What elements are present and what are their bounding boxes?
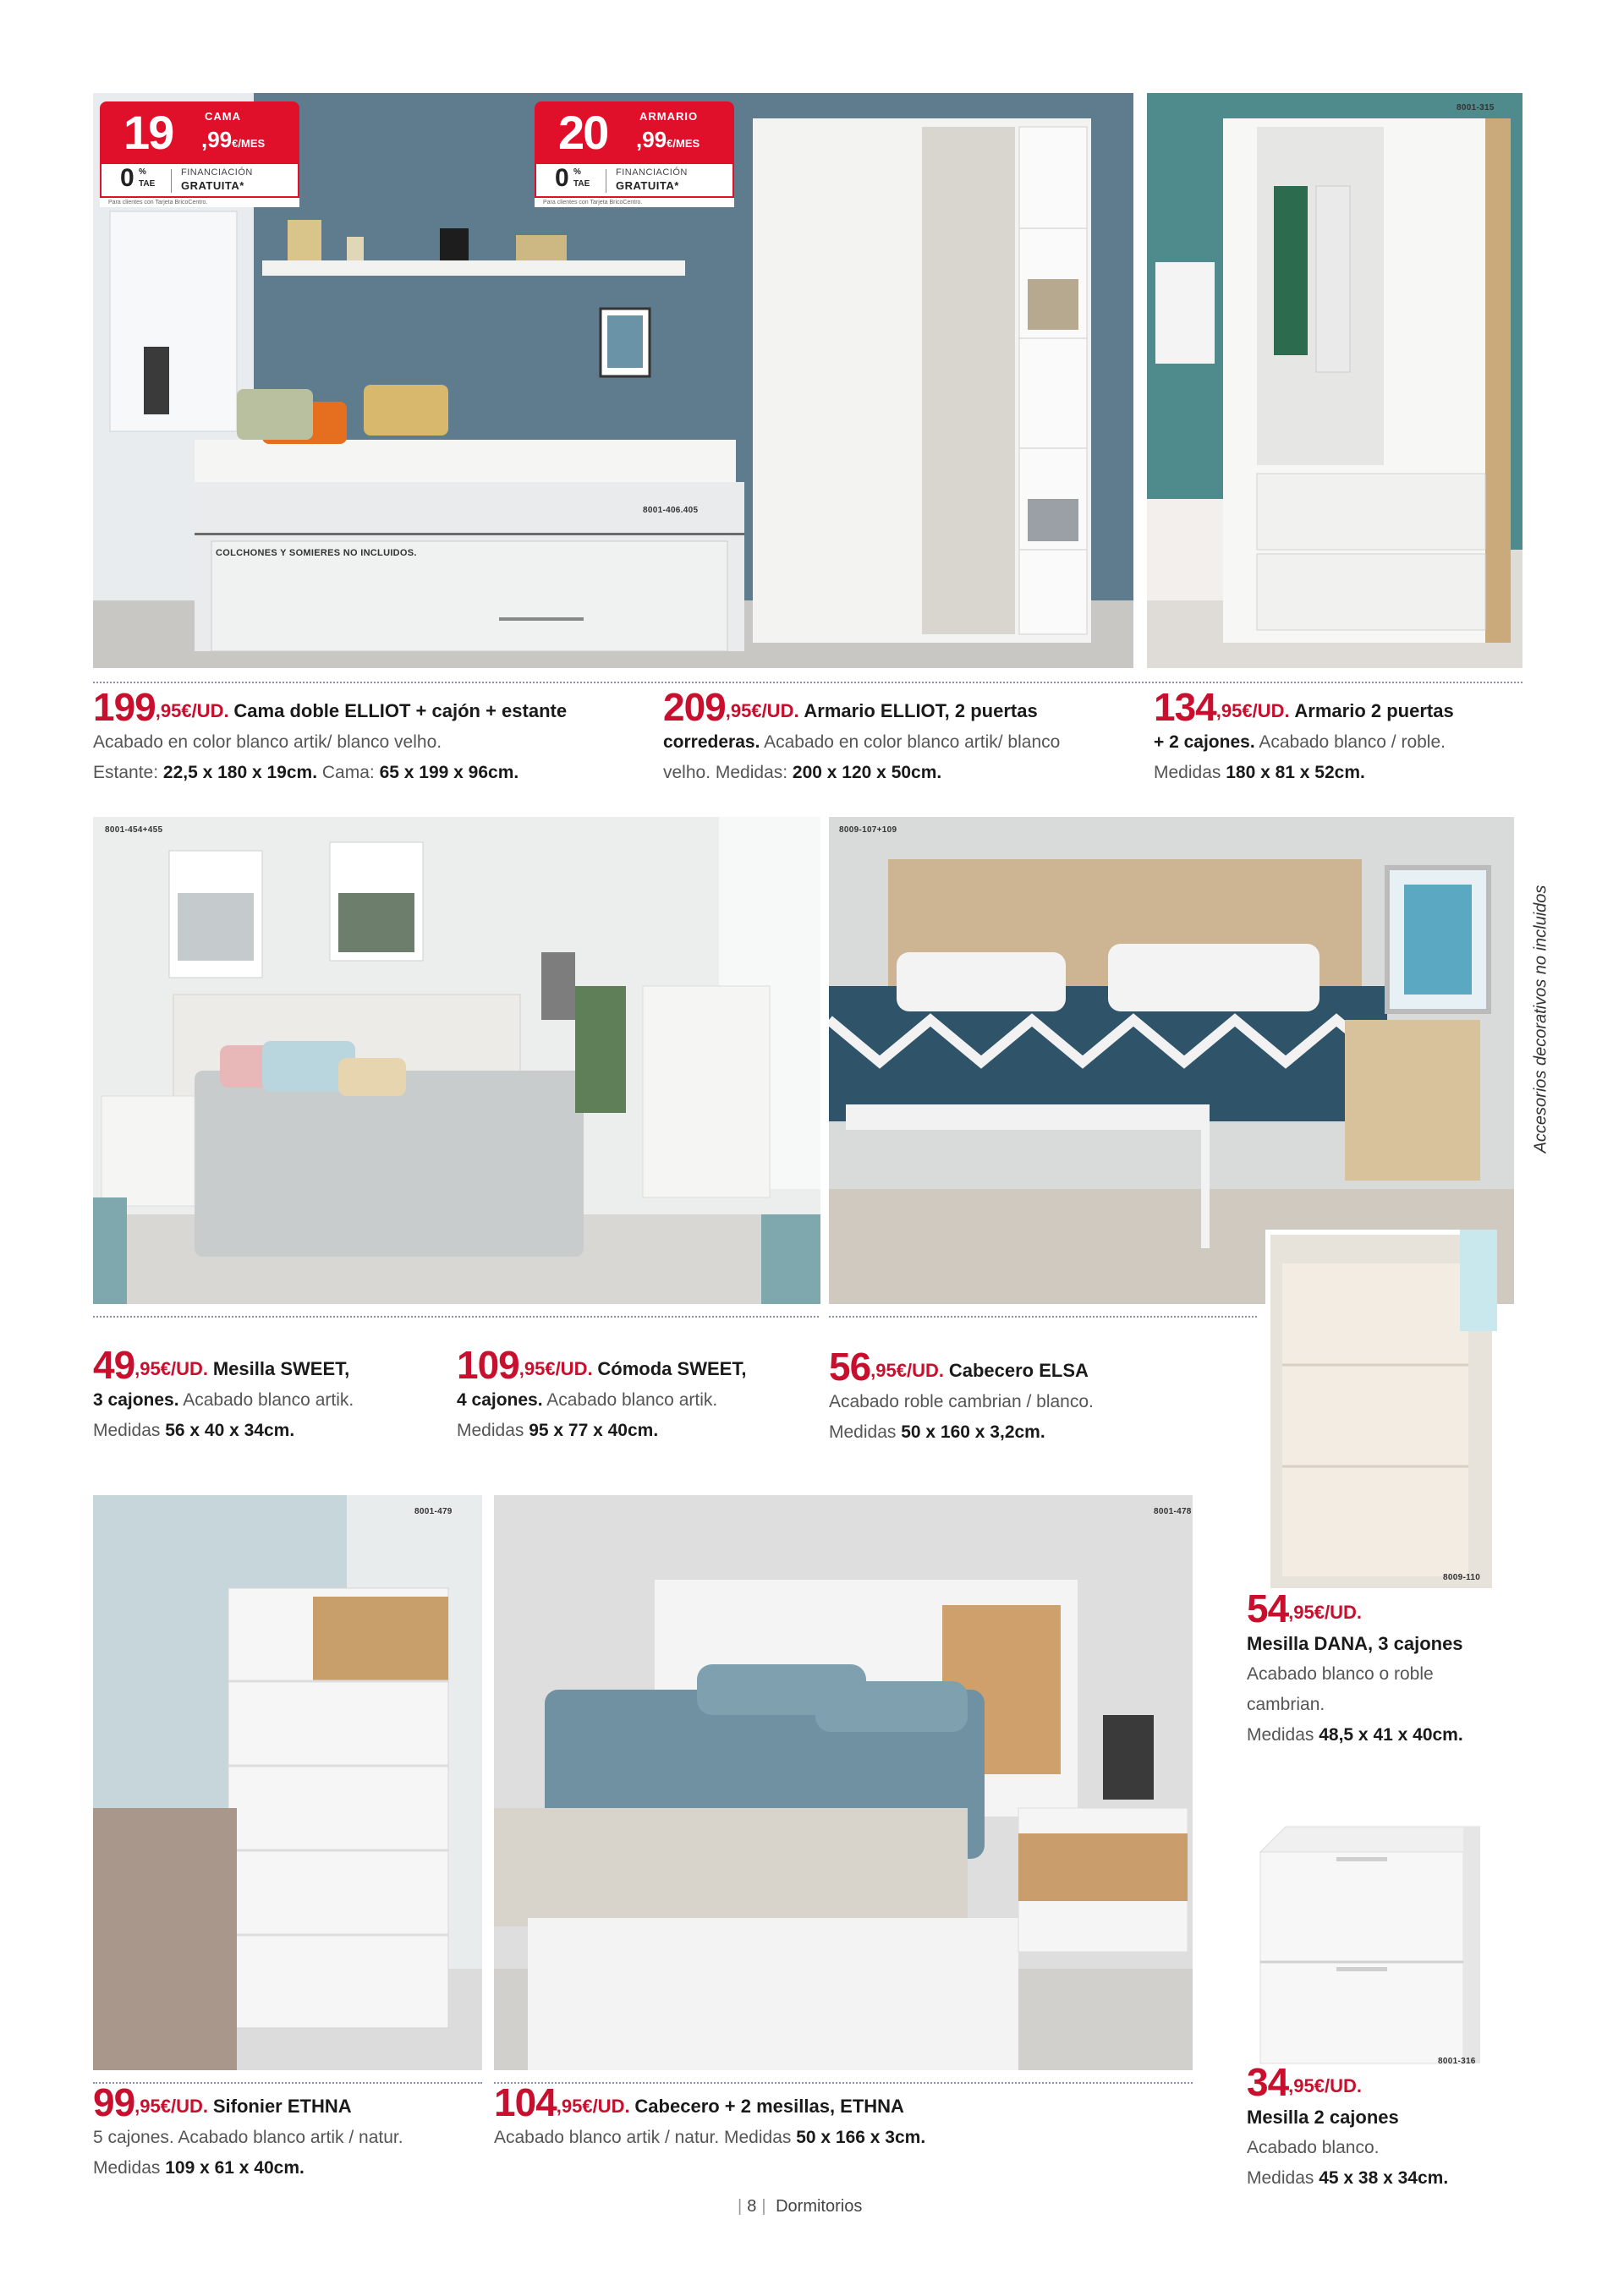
product-finish: Acabado blanco artik / natur. Medidas 50 x 166 x 3cm. (494, 2128, 926, 2147)
badge-kind: ARMARIO (639, 110, 699, 123)
product-measures: Medidas 50 x 160 x 3,2cm. (829, 1422, 1045, 1442)
product-cabecero-ethna (494, 2080, 1204, 2153)
code-ethna: 8001-478 (1154, 1507, 1192, 1516)
code-elliot-bed: 8001-406.405 (643, 506, 699, 515)
badge-kind: CAMA (205, 110, 241, 123)
badge-tae: TAE (573, 179, 590, 189)
product-finish: Acabado roble cambrian / blanco. (829, 1392, 1094, 1411)
sweet-bedroom-illustration (93, 817, 820, 1304)
badge-cents: ,99€/MES (201, 127, 266, 152)
armario-2p-illustration (1147, 93, 1522, 668)
photo-cabecero-ethna (494, 1495, 1193, 2070)
code-elsa: 8009-107+109 (839, 825, 897, 835)
price: 99 (93, 2080, 135, 2124)
page-number: 8 (747, 2197, 757, 2216)
product-measures: Medidas 109 x 61 x 40cm. (93, 2158, 304, 2178)
product-finish: Acabado en color blanco artik/ blanco velho. (93, 732, 442, 752)
page-footer: | 8 | Dormitorios (738, 2197, 863, 2216)
price-cents: ,95€/UD. (134, 2096, 208, 2117)
product-armario-2p (1154, 685, 1526, 788)
badge-financing: FINANCIACIÓN (181, 167, 253, 178)
product-name: Armario ELLIOT, 2 puertas (804, 700, 1038, 721)
separator (93, 682, 1522, 683)
product-sifonier-ethna (93, 2080, 499, 2184)
product-measures: Medidas 48,5 x 41 x 40cm. (1247, 1725, 1463, 1745)
price: 54 (1247, 1586, 1289, 1630)
product-finish: 4 cajones. Acabado blanco artik. (457, 1390, 718, 1410)
photo-sweet-bedroom (93, 817, 820, 1304)
product-measures: velho. Medidas: 200 x 120 x 50cm. (663, 763, 942, 782)
badge-zero: 0 (555, 164, 569, 192)
product-name: Cabecero + 2 mesillas, ETHNA (634, 2096, 904, 2117)
product-measures: Medidas 95 x 77 x 40cm. (457, 1421, 659, 1440)
product-finish: correderas. Acabado en color blanco artik/ blanco (663, 732, 1061, 752)
finance-badge-armario (535, 101, 734, 216)
badge-divider (171, 169, 172, 193)
badge-value: 19 (123, 106, 173, 159)
price-cents: ,95€/UD. (1288, 2075, 1362, 2096)
badge-tae: TAE (139, 179, 156, 189)
separator (829, 1316, 1257, 1318)
code-sweet: 8001-454+455 (105, 825, 163, 835)
badge-zero: 0 (120, 164, 134, 192)
product-name: Armario 2 puertas (1294, 700, 1454, 721)
product-finish-2: cambrian. (1247, 1695, 1325, 1714)
product-measures: Estante: 22,5 x 180 x 19cm. Cama: 65 x 199 x 96cm. (93, 763, 519, 782)
product-measures: Medidas 56 x 40 x 34cm. (93, 1421, 295, 1440)
badge-pct: % (573, 167, 581, 177)
sifonier-illustration (93, 1495, 482, 2070)
price: 109 (457, 1343, 519, 1387)
product-comoda-sweet (457, 1343, 812, 1446)
product-finish: 3 cajones. Acabado blanco artik. (93, 1390, 354, 1410)
product-finish: Acabado blanco o roble (1247, 1664, 1434, 1684)
badge-legal: Para clientes con Tarjeta BricoCentro. (100, 198, 299, 207)
code-sifonier: 8001-479 (414, 1507, 453, 1516)
product-cabecero-elsa (829, 1345, 1252, 1448)
badge-financing: FINANCIACIÓN (616, 167, 688, 178)
badge-free: GRATUITA* (616, 179, 679, 192)
photo-sifonier-ethna (93, 1495, 482, 2070)
price-cents: ,95€/UD. (725, 700, 799, 721)
product-name: Cama doble ELLIOT + cajón + estante (233, 700, 568, 721)
price: 134 (1154, 685, 1216, 729)
price: 49 (93, 1343, 135, 1387)
price: 199 (93, 685, 156, 729)
separator (494, 2082, 1193, 2084)
product-name: Cómoda SWEET, (597, 1358, 747, 1379)
price-cents: ,95€/UD. (518, 1358, 593, 1379)
section-name: Dormitorios (776, 2197, 863, 2216)
side-note: Accesorios decorativos no incluidos (1531, 885, 1550, 1153)
badge-pct: % (139, 167, 146, 177)
price-cents: ,95€/UD. (134, 1358, 208, 1379)
product-measures: Medidas 45 x 38 x 34cm. (1247, 2168, 1449, 2188)
price: 34 (1247, 2060, 1289, 2104)
product-cama-elliot (93, 685, 643, 788)
product-name: Mesilla DANA, 3 cajones (1247, 1633, 1463, 1654)
separator (93, 1316, 819, 1318)
price-cents: ,95€/UD. (1215, 700, 1290, 721)
product-measures: Medidas 180 x 81 x 52cm. (1154, 763, 1365, 782)
badge-value: 20 (558, 106, 608, 159)
photo-mesilla-2c (1243, 1818, 1506, 2072)
product-name: Mesilla SWEET, (212, 1358, 350, 1379)
dana-illustration (1265, 1230, 1497, 1593)
price: 56 (829, 1345, 871, 1389)
mattress-note: COLCHONES Y SOMIERES NO INCLUIDOS. (216, 548, 417, 558)
price: 209 (663, 685, 726, 729)
price-cents: ,95€/UD. (155, 700, 229, 721)
badge-free: GRATUITA* (181, 179, 244, 192)
product-finish: 5 cajones. Acabado blanco artik / natur. (93, 2128, 403, 2147)
price-cents: ,95€/UD. (1288, 1602, 1362, 1623)
finance-badge-cama (100, 101, 299, 216)
code-mesilla2: 8001-316 (1438, 2057, 1476, 2066)
product-mesilla-sweet (93, 1343, 448, 1446)
photo-dana (1265, 1230, 1497, 1593)
product-name: Sifonier ETHNA (212, 2096, 352, 2117)
price-cents: ,95€/UD. (870, 1360, 944, 1381)
badge-legal: Para clientes con Tarjeta BricoCentro. (535, 198, 734, 207)
product-name: Cabecero ELSA (948, 1360, 1089, 1381)
product-armario-elliot (663, 685, 1137, 788)
price: 104 (494, 2080, 557, 2124)
code-wardrobe2: 8001-315 (1457, 103, 1495, 112)
product-finish: + 2 cajones. Acabado blanco / roble. (1154, 732, 1446, 752)
badge-cents: ,99€/MES (636, 127, 700, 152)
separator (93, 2082, 482, 2084)
product-name: Mesilla 2 cajones (1247, 2107, 1399, 2128)
mesilla-2c-illustration (1243, 1818, 1506, 2072)
cabecero-ethna-illustration (494, 1495, 1193, 2070)
price-cents: ,95€/UD. (556, 2096, 630, 2117)
code-dana: 8009-110 (1443, 1573, 1481, 1582)
photo-armario-2p (1147, 93, 1522, 668)
product-finish: Acabado blanco. (1247, 2138, 1380, 2157)
product-mesilla-dana (1247, 1586, 1526, 1751)
